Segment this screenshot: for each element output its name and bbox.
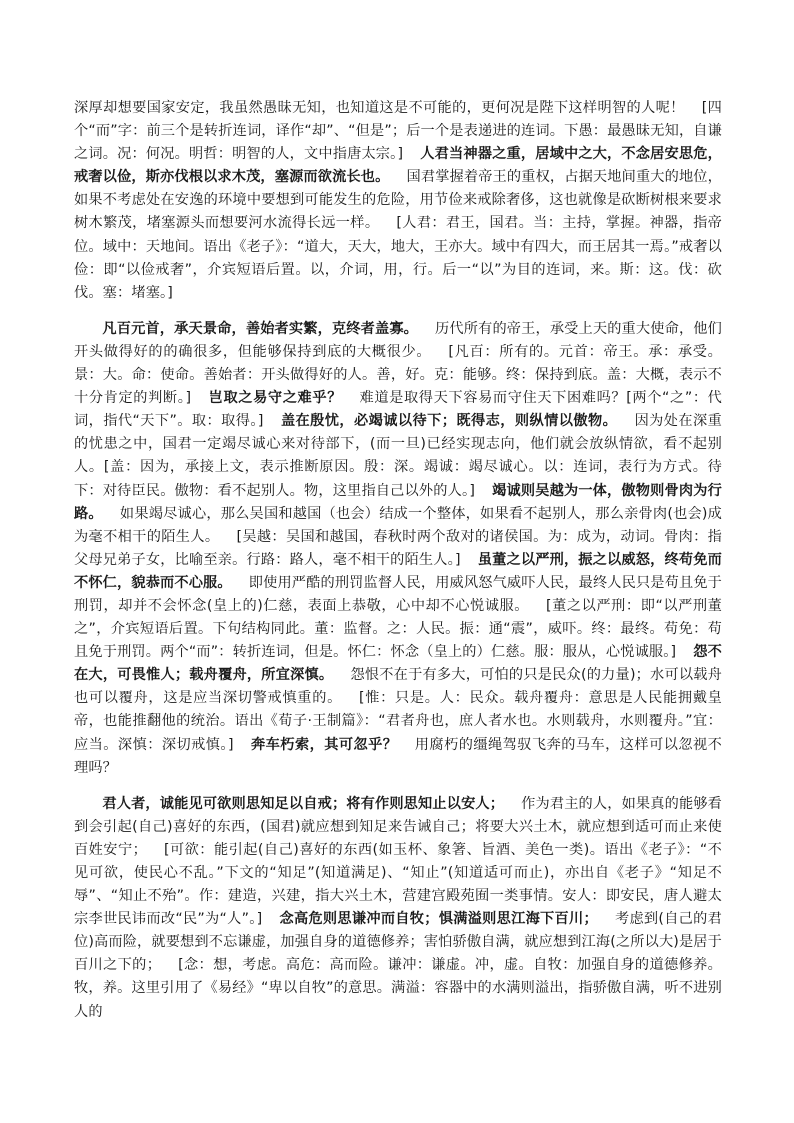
source-text: 君人者，诚能见可欲则思知足以自戒；将有作则思知止以安人； xyxy=(102,795,505,812)
paragraph xyxy=(74,97,722,305)
annotation-text: 如果竭尽诚心，那么吴国和越国（也会）结成一个整体，如果看不起别人，那么亲骨肉(也会)成为毫不相干的陌生人。 xyxy=(74,505,722,545)
annotation-text: 考虑到(自己的君位)高而险，就要想到不忘谦虚，加强自身的道德修养；害怕骄傲自满，就应想到江海(之所以大)是居于百川之下的； xyxy=(74,911,722,974)
annotation-text: [人君：君王，国君。当：主持，掌握。神器，指帝位。域中：天地间。语出《老子》：“道大，天大，地大，王亦大。域中有四大，而王居其一焉。”戒奢以俭：即“以俭戒奢”，介宾短语后置。以，介词，用，行。后一“以”为目的连词，来。斯：这。伐：砍伐。塞：堵塞。] xyxy=(74,215,722,301)
paragraph xyxy=(74,318,722,780)
document-body xyxy=(74,97,722,1024)
source-text: 人君当神器之重，居域中之大，不念居安思危，戒奢以俭，斯亦伐根以求木茂，塞源而欲流长也。 xyxy=(74,146,722,186)
annotation-text: [吴越：吴国和越国，春秋时两个敌对的诸侯国。为：成为，动词。骨肉：指父母兄弟子女，比喻至亲。行路：路人，毫不相干的陌生人。] xyxy=(74,528,722,568)
annotation-text: 怨恨不在于有多大，可怕的只是民众(的力量)；水可以载舟也可以覆舟，这是应当深切警戒慎重的。 xyxy=(74,667,723,707)
source-text: 盖在殷忧，必竭诚以待下；既得志，则纵情以傲物。 xyxy=(280,413,618,430)
annotation-text: 因为处在深重的忧患之中，国君一定竭尽诚心来对待部下，(而一旦)已经实现志向，他们就会放纵情欲，看不起别人。[盖：因为，承接上文，表示推断原因。殷：深。竭诚：竭尽诚心。以：连词，表行为方式。待下：对待臣民。傲物：看不起别人。物，这里指自己以外的人。] xyxy=(74,413,723,499)
source-text: 奔车朽索，其可忽乎？ xyxy=(250,736,398,753)
annotation-text: 即使用严酷的刑罚监督人民，用威风怒气威吓人民，最终人民只是苟且免于刑罚，却并不会怀念(皇上的)仁慈，表面上恭敬，心中却不心悦诚服。 xyxy=(74,574,723,614)
source-text: 竭诚则吴越为一体，傲物则骨肉为行路。 xyxy=(74,482,722,522)
annotation-text: [念：想，考虑。高危：高而险。谦冲：谦虚。冲，虚。自牧：加强自身的道德修养。牧，养。这里引用了《易经》“卑以自牧”的意思。满溢：容器中的水满则溢出，指骄傲自满，听不进别人的 xyxy=(74,957,722,1020)
annotation-text: 深厚却想要国家安定，我虽然愚昧无知，也知道这是不可能的，更何况是陛下这样明智的人呢！ xyxy=(74,100,685,116)
annotation-text: [董之以严刑：即“以严刑董之”，介宾短语后置。下句结构同此。董：监督。之：人民。振：通“震”，威吓。终：最终。苟免：苟且免于刑罚。两个“而”：转折连词，但是。怀仁：怀念（皇上的）仁慈。服：服从，心悦诚服。] xyxy=(74,597,722,661)
annotation-text: [四个“而”字：前三个是转折连词，译作“却”、“但是”；后一个是表递进的连词。下愚：最愚昧无知，自谦之词。况：何况。明哲：明智的人，文中指唐太宗。] xyxy=(74,100,722,163)
paragraph xyxy=(74,793,722,1024)
annotation-text: 国君掌握着帝王的重权，占据天地间重大的地位，如果不考虑处在安逸的环境中要想到可能发生的危险，用节俭来戒除奢侈，这也就像是砍断树根来要求树木繁茂，堵塞源头而想要河水流得长远一样。 xyxy=(74,169,722,232)
source-text: 虽董之以严刑，振之以威怒，终苟免而不怀仁，貌恭而不心服。 xyxy=(74,551,722,591)
annotation-text: [凡百：所有的。元首：帝王。承：承受。景：大。命：使命。善始者：开头做得好的人。善，好。克：能够。终：保持到底。盖：大概，表示不十分肯定的判断。] xyxy=(74,343,723,407)
annotation-text: 作为君主的人，如果真的能够看到会引起(自己)喜好的东西，(国君)就应想到知足来告诫自己；将要大兴土木，就应想到适可而止来使百姓安宁； xyxy=(74,795,723,858)
annotation-text: 历代所有的帝王，承受上天的重大使命，他们开头做得好的的确很多，但能够保持到底的大概很少。 xyxy=(74,320,722,360)
annotation-text: [可欲：能引起(自己)喜好的东西(如玉杯、象箸、旨酒、美色一类)。语出《老子》：“不见可欲，使民心不乱。”下文的“知足”(知道满足)、“知止”(知道适可而止)，亦出自《老子》“知足不辱”、“知止不殆”。作：建造，兴建，指大兴土木，营建宫殿苑囿一类事情。安人：即安民，唐人避太宗李世民讳而改“民”为“人”。] xyxy=(74,841,722,928)
annotation-text: 难道是取得天下容易而守住天下困难吗？[两个“之”：代词，指代“天下”。取：取得。] xyxy=(74,390,722,430)
source-text: 岂取之易守之难乎？ xyxy=(208,390,343,407)
annotation-text: [惟：只是。人：民众。载舟覆舟：意思是人民能拥戴皇帝，也能推翻他的统治。语出《荀子·王制篇》：“君者舟也，庶人者水也。水则载舟，水则覆舟。”宜：应当。深慎：深切戒慎。] xyxy=(74,690,722,753)
annotation-text: 用腐朽的缰绳驾驭飞奔的马车，这样可以忽视不理吗？ xyxy=(74,736,722,776)
source-text: 凡百元首，承天景命，善始者实繁，克终者盖寡。 xyxy=(102,320,419,337)
source-text: 念高危则思谦冲而自牧；惧满溢则思江海下百川； xyxy=(279,911,598,928)
source-text: 怨不在大，可畏惟人；载舟覆舟，所宜深慎。 xyxy=(74,644,722,684)
